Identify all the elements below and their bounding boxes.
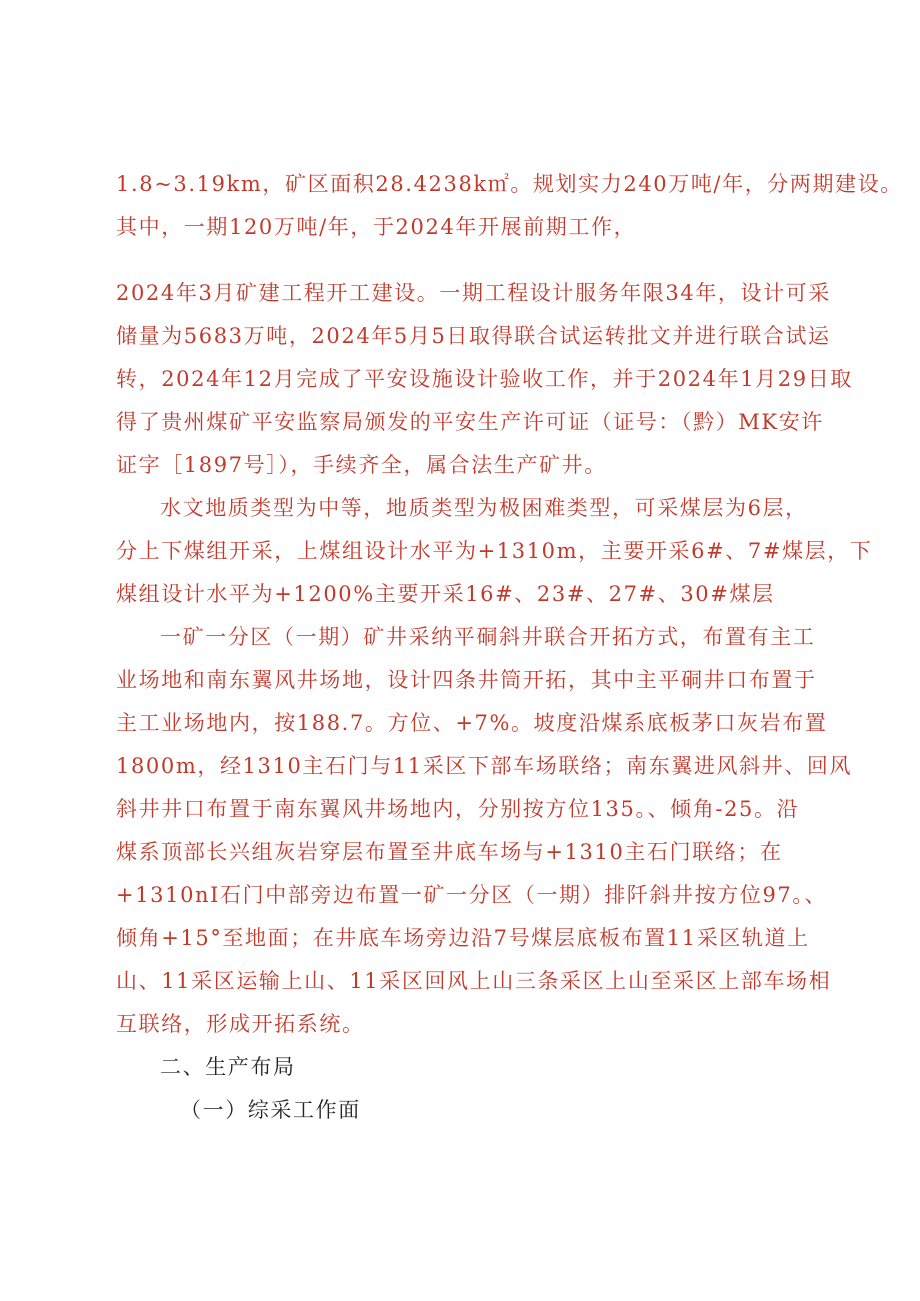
text-line: 山、11采区运输上山、11采区回风上山三条采区上山至采区上部车场相 bbox=[116, 969, 832, 993]
text-line: 1.8~3.19km，矿区面积28.4238k㎡。规划实力240万吨/年，分两期建设。 bbox=[116, 172, 903, 196]
text-line: 其中，一期120万吨/年，于2024年开展前期工作， bbox=[116, 215, 637, 239]
text-line: 储量为5683万吨，2024年5月5日取得联合试运转批文并进行联合试运 bbox=[116, 324, 831, 348]
section-heading: 二、生产布局 bbox=[160, 1055, 296, 1079]
text-line: 主工业场地内，按188.7。方位、+7%。坡度沿煤系底板茅口灰岩布置 bbox=[116, 711, 828, 735]
text-line: 倾角+15°至地面；在井底车场旁边沿7号煤层底板布置11采区轨道上 bbox=[116, 926, 810, 950]
text-line: 煤组设计水平为+1200%主要开采16#、23#、27#、30#煤层 bbox=[116, 582, 775, 606]
text-line: 一矿一分区（一期）矿井采纳平硐斜井联合开拓方式，布置有主工 bbox=[160, 625, 816, 649]
text-line: 业场地和南东翼风井场地，设计四条井筒开拓，其中主平硐井口布置于 bbox=[116, 668, 817, 692]
text-line: 证字［1897号］），手续齐全，属合法生产矿井。 bbox=[116, 453, 607, 477]
text-line: 分上下煤组开采，上煤组设计水平为+1310m，主要开采6#、7#煤层，下 bbox=[116, 539, 873, 563]
text-line: +1310nI石门中部旁边布置一矿一分区（一期）排阡斜井按方位97。、 bbox=[116, 883, 828, 907]
text-line: 互联络，形成开拓系统。 bbox=[116, 1012, 365, 1036]
text-line: 2024年3月矿建工程开工建设。一期工程设计服务年限34年，设计可采 bbox=[116, 281, 831, 305]
text-line: 得了贵州煤矿平安监察局颁发的平安生产许可证（证号：（黔）MK安许 bbox=[116, 410, 824, 434]
text-line: 转，2024年12月完成了平安设施设计验收工作，并于2024年1月29日取 bbox=[116, 367, 853, 391]
subsection-heading: （一）综采工作面 bbox=[180, 1098, 361, 1122]
text-line: 1800m，经1310主石门与11采区下部车场联络；南东翼进风斜井、回风 bbox=[116, 754, 853, 778]
text-line: 水文地质类型为中等，地质类型为极困难类型，可采煤层为6层， bbox=[160, 496, 808, 520]
text-line: 煤系顶部长兴组灰岩穿层布置至井底车场与+1310主石门联络；在 bbox=[116, 840, 783, 864]
text-line: 斜井井口布置于南东翼风井场地内，分别按方位135。、倾角-25。沿 bbox=[116, 797, 800, 821]
